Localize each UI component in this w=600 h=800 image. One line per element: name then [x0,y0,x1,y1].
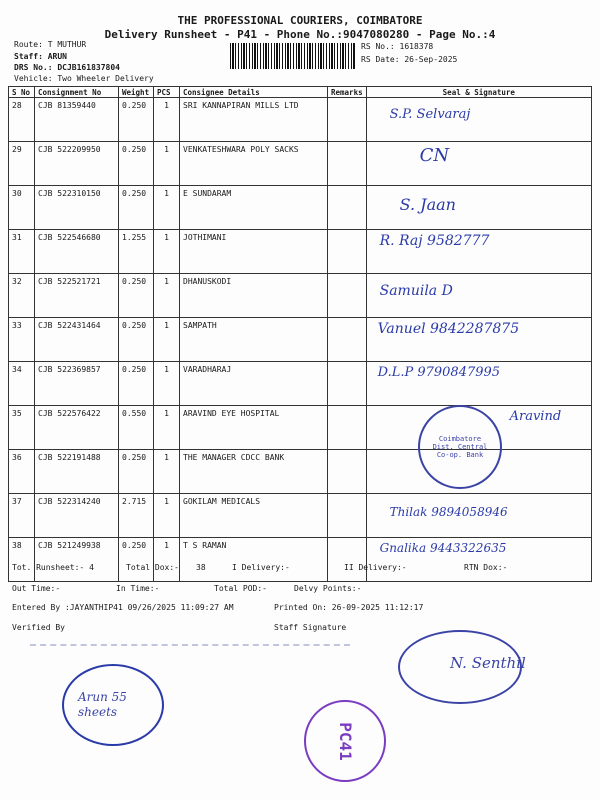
signature: Samuila D [379,283,453,299]
cell-consignee: SRI KANNAPIRAN MILLS LTD [180,98,328,142]
table-row [9,186,592,230]
cell-signature [366,186,591,230]
runsheet-title: Delivery Runsheet - P41 - Phone No.:9047080280 - Page No.:4 [104,28,496,41]
col-consignee: Consignee Details [180,87,328,98]
cell-signature [366,494,591,538]
route: Route: T MUTHUR [14,40,87,49]
cell-remarks [328,186,367,230]
total-pod: Total POD:- [214,584,267,593]
cell-remarks [328,494,367,538]
cell-signature [366,274,591,318]
cell-consignee: THE MANAGER CDCC BANK [180,450,328,494]
cell-consignment: CJB 522546680 [35,230,119,274]
table-header-row [9,87,592,98]
cell-consignment: CJB 522576422 [35,406,119,450]
table-row [9,98,592,142]
out-time: Out Time:- [12,584,61,593]
total-dox-label: Total Dox:- [126,563,179,572]
cell-sno: 34 [9,362,35,406]
col-seal-signature: Seal & Signature [366,87,591,98]
cell-consignee: VARADHARAJ [180,362,328,406]
cell-pcs: 1 [154,450,180,494]
runsheet-table [8,86,592,582]
signature: Gnalika 9443322635 [379,541,507,555]
cell-pcs: 1 [154,186,180,230]
cell-signature [366,230,591,274]
cell-consignee: T S RAMAN [180,538,328,582]
cell-remarks [328,538,367,582]
cell-remarks [328,450,367,494]
in-time: In Time:- [116,584,160,593]
handwritten-note: Arun 55 sheets [78,690,127,719]
cell-consignment: CJB 522314240 [35,494,119,538]
cell-sno: 30 [9,186,35,230]
table-row [9,230,592,274]
cell-pcs: 1 [154,98,180,142]
table-row [9,406,592,450]
i-delivery: I Delivery:- [232,563,290,572]
staff: Staff: ARUN [14,52,67,61]
cell-signature [366,362,591,406]
cell-signature [366,318,591,362]
cell-remarks [328,406,367,450]
cell-consignee: E SUNDARAM [180,186,328,230]
col-remarks: Remarks [328,87,367,98]
company-title: THE PROFESSIONAL COURIERS, COIMBATORE [177,14,423,27]
cell-sno: 36 [9,450,35,494]
total-runsheet: Tot. Runsheet:- 4 [12,563,94,572]
signature: CN [419,145,450,166]
ii-delivery: II Delivery:- [344,563,407,572]
pc-stamp-text: PC41 [335,721,355,761]
cell-sno: 32 [9,274,35,318]
cell-weight: 0.250 [119,274,154,318]
signature: S. Jaan [399,195,456,214]
cell-pcs: 1 [154,274,180,318]
verified-by: Verified By [12,623,65,632]
cell-weight: 0.250 [119,362,154,406]
cell-consignment: CJB 81359440 [35,98,119,142]
cell-remarks [328,142,367,186]
cell-consignee: ARAVIND EYE HOSPITAL [180,406,328,450]
verification-scribble [30,636,350,646]
cell-signature [366,98,591,142]
staff-signature-label: Staff Signature [274,623,347,632]
cell-consignee: DHANUSKODI [180,274,328,318]
rs-number: RS No.: 1618378 [361,42,434,51]
cell-pcs: 1 [154,318,180,362]
col-weight: Weight [119,87,154,98]
rs-date: RS Date: 26-Sep-2025 [361,55,458,64]
cell-weight: 2.715 [119,494,154,538]
cell-sno: 38 [9,538,35,582]
cell-consignment: CJB 522431464 [35,318,119,362]
cell-pcs: 1 [154,538,180,582]
cell-weight: 0.250 [119,318,154,362]
signature: Aravind [509,409,562,424]
cell-sno: 28 [9,98,35,142]
delvy-points: Delvy Points:- [294,584,362,593]
drs-number: DRS No.: DCJB161837804 [14,63,120,72]
table-row [9,538,592,582]
signature: R. Raj 9582777 [379,233,490,249]
cell-signature [366,142,591,186]
cell-weight: 0.250 [119,538,154,582]
cell-pcs: 1 [154,362,180,406]
cell-remarks [328,274,367,318]
signature: S.P. Selvaraj [389,107,471,122]
cell-remarks [328,362,367,406]
cell-consignment: CJB 522521721 [35,274,119,318]
table-row [9,142,592,186]
cell-consignee: SAMPATH [180,318,328,362]
cell-sno: 29 [9,142,35,186]
cell-pcs: 1 [154,142,180,186]
cell-consignment: CJB 522209950 [35,142,119,186]
cell-consignee: VENKATESHWARA POLY SACKS [180,142,328,186]
rtn-dox: RTN Dox:- [464,563,508,572]
col-sno: S No [9,87,35,98]
vehicle: Vehicle: Two Wheeler Delivery [14,74,154,83]
cell-remarks [328,318,367,362]
printed-on: Printed On: 26-09-2025 11:12:17 [274,603,424,612]
cell-pcs: 1 [154,406,180,450]
signature: Thilak 9894058946 [389,505,508,519]
bank-seal-text: Coimbatore Dist. Central Co-op. Bank [432,435,488,459]
bank-seal [418,405,502,489]
cell-sno: 35 [9,406,35,450]
table-row [9,362,592,406]
cell-sno: 31 [9,230,35,274]
table-row [9,450,592,494]
cell-remarks [328,98,367,142]
cell-weight: 0.550 [119,406,154,450]
cell-weight: 0.250 [119,142,154,186]
cell-consignee: GOKILAM MEDICALS [180,494,328,538]
staff-signature: N. Senthil [450,654,526,672]
cell-weight: 0.250 [119,98,154,142]
cell-weight: 0.250 [119,450,154,494]
barcode [230,43,355,69]
pc-stamp [304,700,386,782]
cell-weight: 1.255 [119,230,154,274]
table-row [9,494,592,538]
total-dox-value: 38 [196,563,206,572]
cell-remarks [328,230,367,274]
signature: D.L.P 9790847995 [377,365,501,380]
cell-pcs: 1 [154,230,180,274]
cell-consignment: CJB 522191488 [35,450,119,494]
cell-weight: 0.250 [119,186,154,230]
cell-sno: 37 [9,494,35,538]
cell-consignment: CJB 522369857 [35,362,119,406]
cell-sno: 33 [9,318,35,362]
cell-consignment: CJB 522310150 [35,186,119,230]
cell-pcs: 1 [154,494,180,538]
cell-signature [366,538,591,582]
col-consignment: Consignment No [35,87,119,98]
table-row [9,274,592,318]
col-pcs: PCS [154,87,180,98]
cell-consignment: CJB 521249938 [35,538,119,582]
table-row [9,318,592,362]
cell-consignee: JOTHIMANI [180,230,328,274]
signature: Vanuel 9842287875 [377,321,520,337]
entered-by: Entered By :JAYANTHIP41 09/26/2025 11:09:27 AM [12,603,234,612]
